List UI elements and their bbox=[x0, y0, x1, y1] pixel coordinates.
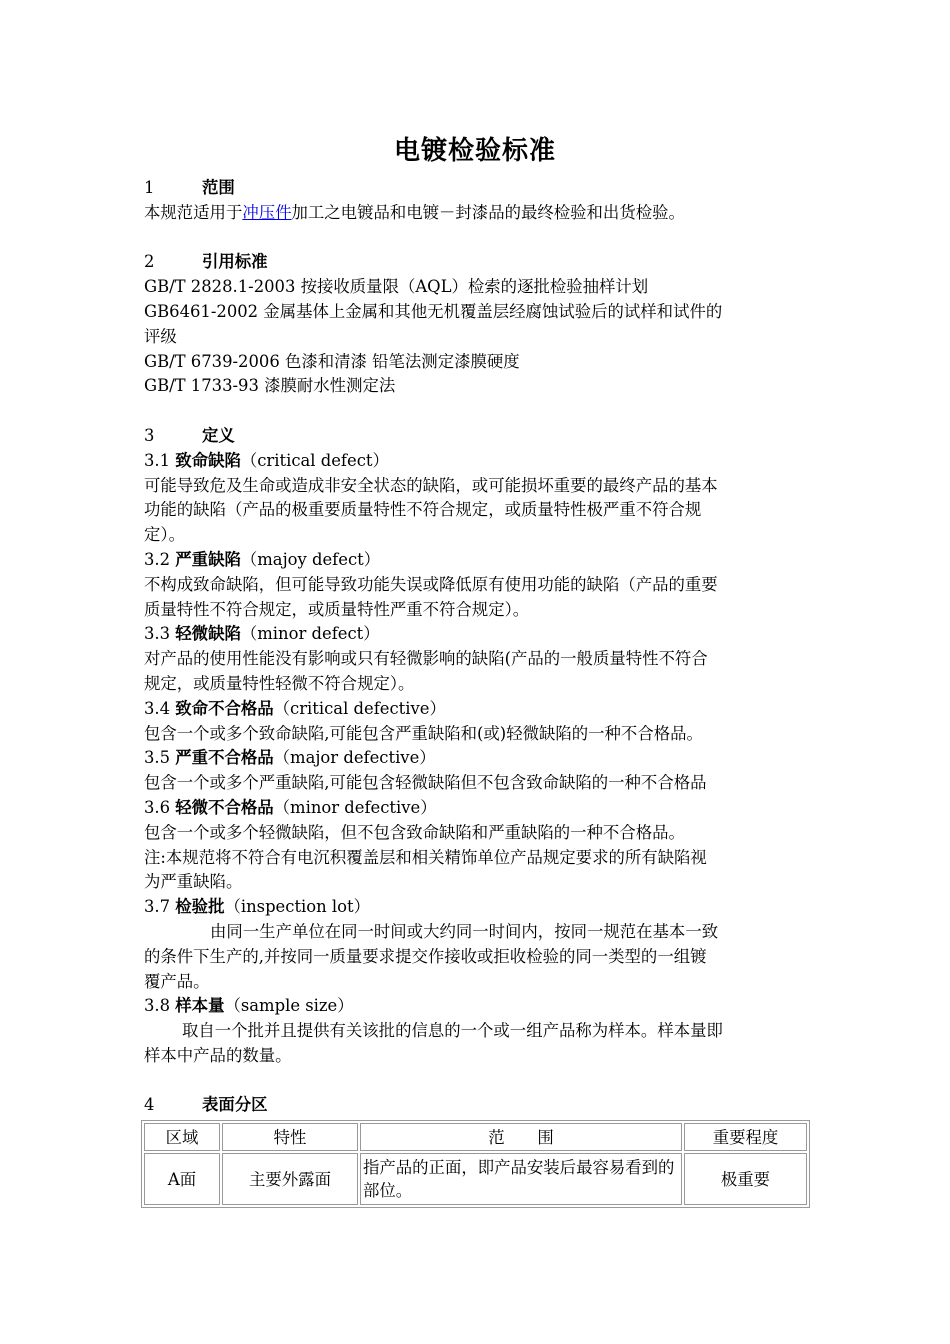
definition-heading bbox=[144, 796, 812, 821]
definition-term: 轻微缺陷 bbox=[175, 624, 241, 644]
definition-number: 3.6 bbox=[144, 797, 171, 817]
definition-heading bbox=[144, 548, 812, 573]
scope-paragraph bbox=[144, 201, 812, 226]
table-cell: 指产品的正面，即产品安装后最容易看到的部位。 bbox=[360, 1153, 682, 1205]
definition-term: 检验批 bbox=[175, 897, 225, 917]
definition-number: 3.3 bbox=[144, 624, 171, 644]
section-title: 范围 bbox=[202, 178, 235, 197]
table-header-cell: 特性 bbox=[222, 1123, 358, 1151]
reference-item: 评级 bbox=[144, 326, 177, 346]
definition-heading bbox=[144, 994, 812, 1019]
table-cell: A面 bbox=[144, 1153, 220, 1205]
definition-text: 包含一个或多个轻微缺陷，但不包含致命缺陷和严重缺陷的一种不合格品。 bbox=[144, 822, 685, 842]
definition-text: 的条件下生产的,并按同一质量要求提交作接收或拒收检验的同一类型的一组镀 bbox=[144, 946, 707, 966]
reference-item: GB/T 1733-93 漆膜耐水性测定法 bbox=[144, 376, 396, 396]
definition-number: 3.1 bbox=[144, 450, 171, 470]
definition-english: （major defective） bbox=[273, 748, 436, 768]
definition-text: 可能导致危及生命或造成非安全状态的缺陷，或可能损坏重要的最终产品的基本 bbox=[144, 475, 718, 495]
surface-zone-table bbox=[141, 1120, 810, 1208]
section-title: 定义 bbox=[202, 425, 235, 445]
definition-text: 由同一生产单位在同一时间或大约同一时间内，按同一规范在基本一致 bbox=[210, 921, 719, 941]
definition-number: 3.7 bbox=[144, 897, 171, 917]
definition-english: （sample size） bbox=[224, 996, 354, 1016]
definition-english: （critical defective） bbox=[273, 698, 446, 718]
reference-item: GB6461-2002 金属基体上金属和其他无机覆盖层经腐蚀试验后的试样和试件的 bbox=[144, 301, 723, 321]
section-number: 4 bbox=[144, 1095, 155, 1115]
definition-number: 3.5 bbox=[144, 748, 171, 768]
definition-heading bbox=[144, 895, 812, 920]
definition-term: 致命缺陷 bbox=[175, 450, 241, 470]
definition-term: 样本量 bbox=[175, 996, 225, 1016]
definition-number: 3.2 bbox=[144, 549, 171, 569]
definition-term: 严重缺陷 bbox=[175, 549, 241, 569]
stamping-parts-link[interactable]: 冲压件 bbox=[242, 202, 292, 222]
definition-term: 致命不合格品 bbox=[175, 698, 274, 718]
section-number: 2 bbox=[144, 252, 155, 272]
section-title: 表面分区 bbox=[202, 1095, 268, 1115]
reference-item: GB/T 2828.1-2003 按接收质量限（AQL）检索的逐批检验抽样计划 bbox=[144, 277, 649, 297]
definition-text: 覆产品。 bbox=[144, 971, 210, 991]
document-body bbox=[144, 176, 812, 1118]
definition-english: （minor defect） bbox=[240, 624, 380, 644]
reference-item: GB/T 6739-2006 色漆和清漆 铅笔法测定漆膜硬度 bbox=[144, 351, 520, 371]
definition-text: 样本中产品的数量。 bbox=[144, 1045, 292, 1065]
definition-text: 功能的缺陷（产品的极重要质量特性不符合规定，或质量特性极严重不符合规 bbox=[144, 500, 702, 520]
definition-number: 3.4 bbox=[144, 698, 171, 718]
definition-english: （inspection lot） bbox=[224, 897, 370, 917]
definition-heading bbox=[144, 746, 812, 771]
definition-term: 轻微不合格品 bbox=[175, 797, 274, 817]
definition-number: 3.8 bbox=[144, 996, 171, 1016]
definition-heading bbox=[144, 697, 812, 722]
scope-text-pre: 本规范适用于 bbox=[144, 202, 243, 222]
definition-heading bbox=[144, 449, 812, 474]
spacer bbox=[144, 399, 812, 424]
table-header-cell: 重要程度 bbox=[684, 1123, 807, 1151]
definition-note: 为严重缺陷。 bbox=[144, 872, 243, 892]
section-number: 3 bbox=[144, 425, 155, 445]
document-title: 电镀检验标准 bbox=[393, 136, 556, 166]
section-number: 1 bbox=[144, 178, 155, 197]
table-header-cell: 范 围 bbox=[360, 1123, 682, 1151]
definition-text: 定）。 bbox=[144, 525, 185, 545]
section-heading-definitions bbox=[144, 424, 812, 449]
definition-english: （majoy defect） bbox=[240, 549, 381, 569]
definition-text: 包含一个或多个严重缺陷,可能包含轻微缺陷但不包含致命缺陷的一种不合格品 bbox=[144, 773, 707, 793]
table-header-cell: 区域 bbox=[144, 1123, 220, 1151]
table-row bbox=[144, 1153, 807, 1205]
section-heading-references bbox=[144, 250, 812, 275]
definition-text: 规定，或质量特性轻微不符合规定）。 bbox=[144, 673, 415, 693]
table-cell: 极重要 bbox=[684, 1153, 807, 1205]
definition-heading bbox=[144, 622, 812, 647]
definition-text: 包含一个或多个致命缺陷,可能包含严重缺陷和(或)轻微缺陷的一种不合格品。 bbox=[144, 723, 703, 743]
section-heading-surface-zones bbox=[144, 1093, 812, 1118]
definition-note: 注:本规范将不符合有电沉积覆盖层和相关精饰单位产品规定要求的所有缺陷视 bbox=[144, 847, 707, 867]
definition-text: 质量特性不符合规定，或质量特性严重不符合规定）。 bbox=[144, 599, 530, 619]
definition-text: 不构成致命缺陷，但可能导致功能失误或降低原有使用功能的缺陷（产品的重要 bbox=[144, 574, 718, 594]
definition-english: （critical defect） bbox=[240, 450, 389, 470]
definition-english: （minor defective） bbox=[273, 797, 437, 817]
table-cell: 主要外露面 bbox=[222, 1153, 358, 1205]
scope-text-post: 加工之电镀品和电镀－封漆品的最终检验和出货检验。 bbox=[291, 202, 685, 222]
section-heading-scope bbox=[144, 176, 812, 201]
definition-term: 严重不合格品 bbox=[175, 748, 274, 768]
definition-text: 对产品的使用性能没有影响或只有轻微影响的缺陷(产品的一般质量特性不符合 bbox=[144, 649, 708, 669]
table-header-row bbox=[144, 1123, 807, 1151]
section-title: 引用标准 bbox=[202, 252, 268, 272]
spacer bbox=[144, 226, 812, 251]
spacer bbox=[144, 1069, 812, 1094]
definition-text: 取自一个批并且提供有关该批的信息的一个或一组产品称为样本。样本量即 bbox=[182, 1021, 723, 1041]
